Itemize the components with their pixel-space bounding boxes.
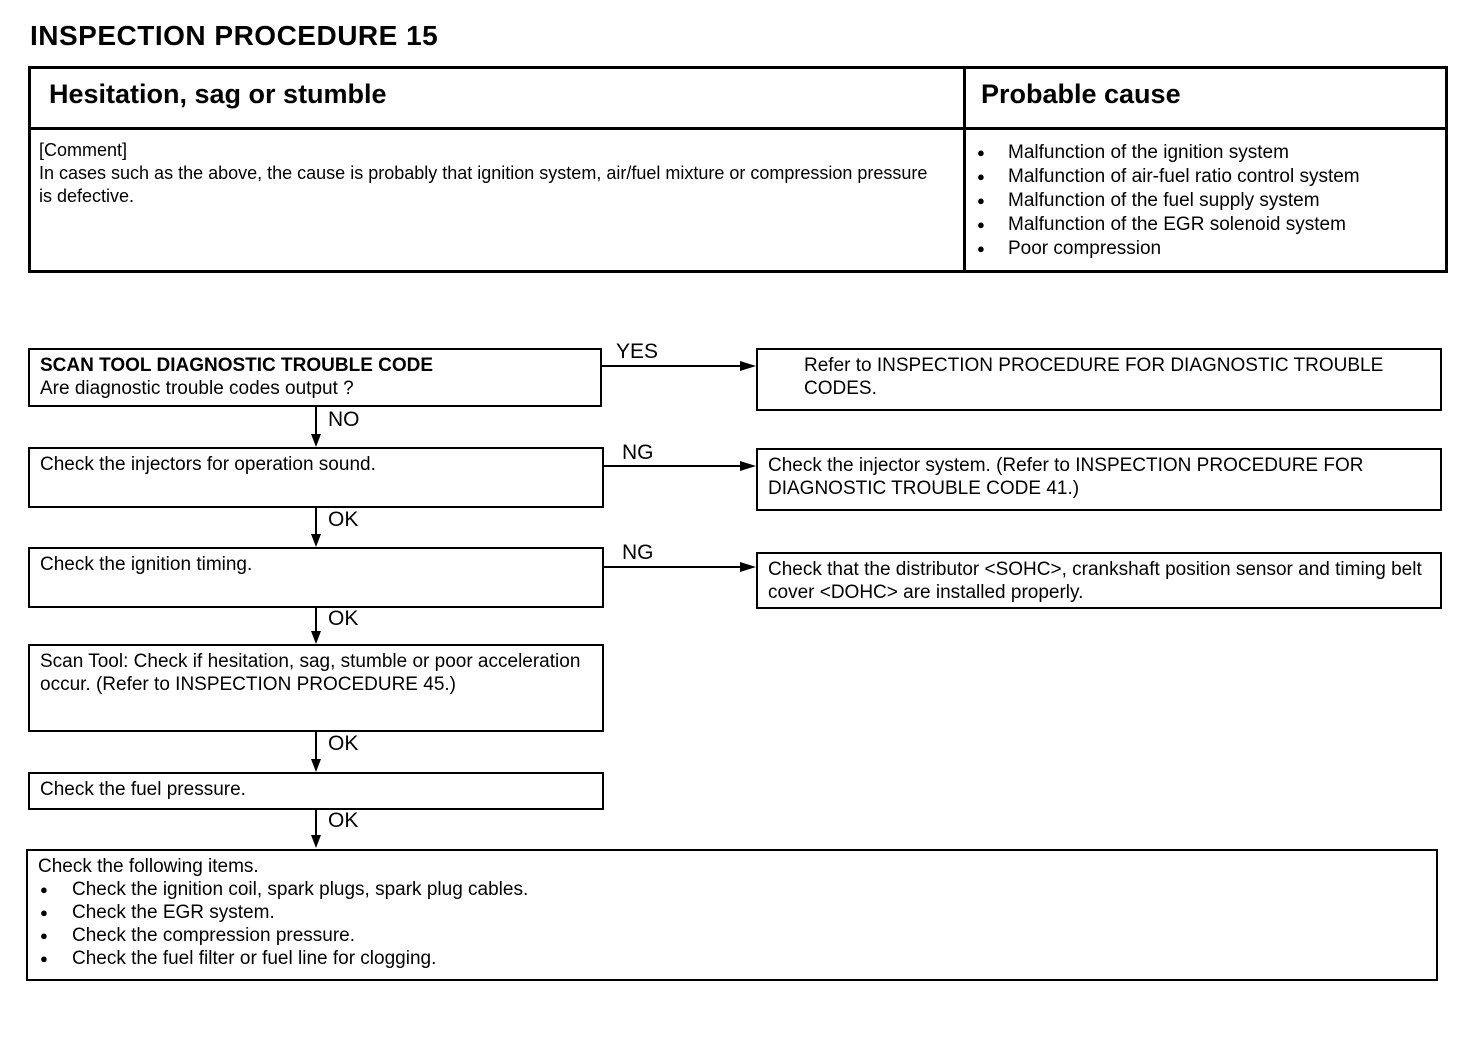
page-title: INSPECTION PROCEDURE 15 (30, 20, 439, 51)
action-injector-system-text: Check the injector system. (Refer to INSPECTION PROCEDURE FOR DIAGNOSTIC TROUBLE CODE 41.) (768, 455, 1364, 499)
step-ignition-timing-text: Check the ignition timing. (40, 554, 253, 575)
final-check-intro: Check the following items. (38, 856, 259, 877)
ok-label-3: OK (328, 732, 359, 755)
step-fuel-pressure-text: Check the fuel pressure. (40, 779, 246, 800)
action-check-installation (756, 552, 1442, 609)
probable-cause-heading: Probable cause (981, 79, 1181, 109)
ok-label-4: OK (328, 809, 359, 832)
step-fuel-pressure (28, 772, 604, 810)
comment-label: [Comment] (39, 140, 128, 160)
ok-arrow-icon-4 (311, 835, 321, 848)
ng-arrow-icon-2 (740, 562, 756, 572)
no-arrow-icon (311, 434, 321, 447)
final-check-item: ● Check the ignition coil, spark plugs, spark plug cables. (38, 878, 1426, 901)
ok-arrow-icon-1 (311, 534, 321, 547)
cause-item: ● Malfunction of the EGR solenoid system (975, 213, 1360, 237)
final-check-item: ● Check the compression pressure. (38, 924, 1426, 947)
step-scan-tool-dtc-question: Are diagnostic trouble codes output ? (40, 378, 354, 399)
step-scan-tool-hesitation (28, 644, 604, 732)
ng-arrow-icon-1 (740, 461, 756, 471)
cause-item: ● Malfunction of the ignition system (975, 141, 1360, 165)
ok-label-1: OK (328, 508, 359, 531)
action-refer-dtc (756, 348, 1442, 411)
final-check-item: ● Check the EGR system. (38, 901, 1426, 924)
cause-item: ● Malfunction of air-fuel ratio control system (975, 165, 1360, 189)
final-check-list (38, 878, 1426, 970)
yes-label: YES (616, 340, 659, 363)
action-refer-dtc-text: Refer to INSPECTION PROCEDURE FOR DIAGNOSTIC TROUBLE CODES. (804, 355, 1384, 399)
final-check-items (26, 849, 1438, 981)
action-check-installation-text: Check that the distributor <SOHC>, crankshaft position sensor and timing belt cover <DOHC> are installed properly. (768, 559, 1422, 603)
cause-item: ● Malfunction of the fuel supply system (975, 189, 1360, 213)
ng-label-2: NG (622, 541, 654, 564)
step-scan-tool-hesitation-text: Scan Tool: Check if hesitation, sag, stumble or poor acceleration occur. (Refer to INSPECTION PROCEDURE 45.) (40, 651, 581, 695)
ok-arrow-icon-2 (311, 631, 321, 644)
action-injector-system (756, 448, 1442, 511)
no-label: NO (328, 408, 360, 431)
yes-arrow-icon (740, 361, 756, 371)
ng-label-1: NG (622, 441, 654, 464)
symptom-heading: Hesitation, sag or stumble (49, 79, 387, 109)
step-injector-sound (28, 447, 604, 508)
ok-arrow-icon-3 (311, 759, 321, 772)
step-scan-tool-dtc-title: SCAN TOOL DIAGNOSTIC TROUBLE CODE (40, 355, 434, 376)
final-check-item: ● Check the fuel filter or fuel line for clogging. (38, 947, 1426, 970)
cause-item: ● Poor compression (975, 237, 1360, 261)
step-ignition-timing (28, 547, 604, 608)
step-injector-sound-text: Check the injectors for operation sound. (40, 454, 376, 475)
comment-text: In cases such as the above, the cause is probably that ignition system, air/fuel mixture or compression pressure is defective. (39, 163, 928, 206)
ok-label-2: OK (328, 607, 359, 630)
step-scan-tool-dtc (28, 348, 602, 407)
